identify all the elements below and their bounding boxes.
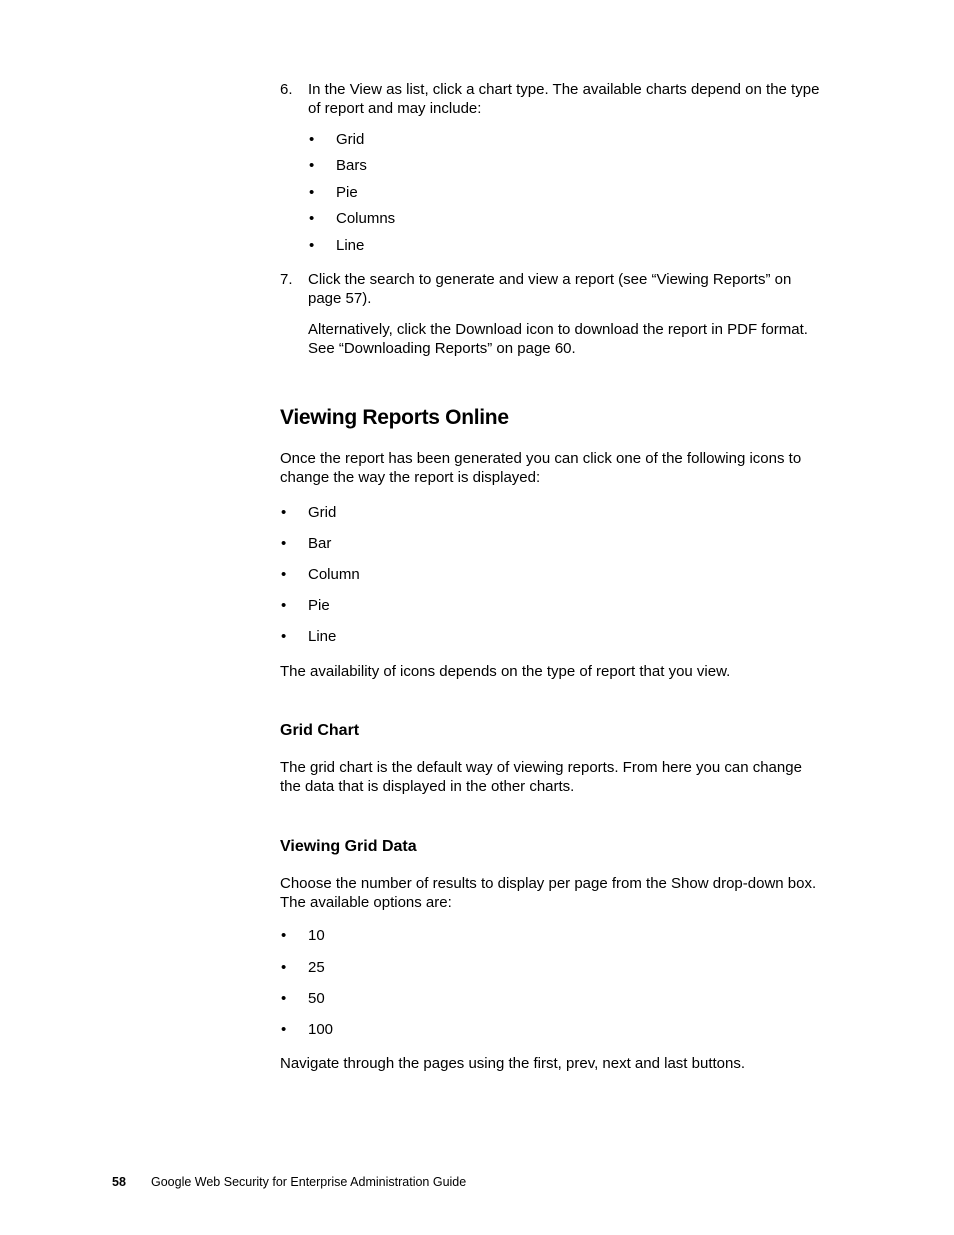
section-heading-viewing-reports-online: Viewing Reports Online (280, 406, 509, 429)
list-item: Bar (308, 535, 332, 552)
bullet-glyph: • (281, 535, 287, 552)
step-7-text-line2: page 57). (308, 290, 372, 307)
step-7-alt-line1: Alternatively, click the Download icon to download the report in PDF format. (308, 321, 808, 338)
list-item: Bars (336, 157, 367, 174)
list-item: Grid (308, 504, 337, 521)
bullet-glyph: • (281, 990, 287, 1007)
list-item: Columns (336, 210, 396, 227)
list-item: Column (308, 566, 360, 583)
subsection-heading-grid-chart: Grid Chart (280, 722, 360, 739)
grid-data-text-line2: The available options are: (280, 894, 452, 911)
list-item: Line (308, 628, 337, 645)
viewing-online-intro-line2: change the way the report is displayed: (280, 469, 541, 486)
footer-page-number: 58 (112, 1175, 126, 1189)
list-item: Line (336, 237, 365, 254)
footer-title: Google Web Security for Enterprise Administration Guide (151, 1175, 467, 1189)
step-6-text-line2: of report and may include: (308, 100, 482, 117)
subsection-heading-viewing-grid-data: Viewing Grid Data (280, 838, 417, 855)
bullet-glyph: • (281, 504, 287, 521)
bullet-glyph: • (281, 628, 287, 645)
bullet-glyph: • (281, 1021, 287, 1038)
viewing-online-note: The availability of icons depends on the type of report that you view. (280, 663, 731, 680)
bullet-glyph: • (309, 184, 315, 201)
bullet-glyph: • (281, 566, 287, 583)
bullet-glyph: • (309, 131, 315, 148)
bullet-glyph: • (281, 597, 287, 614)
grid-data-nav-note: Navigate through the pages using the first, prev, next and last buttons. (280, 1055, 746, 1072)
grid-chart-text-line1: The grid chart is the default way of viewing reports. From here you can change (280, 759, 802, 776)
step-7-alt-line2: See “Downloading Reports” on page 60. (308, 340, 576, 357)
step-7-number: 7. (280, 271, 293, 288)
list-item: Pie (336, 184, 358, 201)
list-item: Pie (308, 597, 330, 614)
list-item: 25 (308, 959, 325, 976)
bullet-glyph: • (309, 157, 315, 174)
list-item: Grid (336, 131, 365, 148)
viewing-online-intro-line1: Once the report has been generated you can click one of the following icons to (280, 450, 802, 467)
grid-chart-text-line2: the data that is displayed in the other charts. (280, 778, 575, 795)
step-7-text-line1: Click the search to generate and view a report (see “Viewing Reports” on (308, 271, 792, 288)
list-item: 10 (308, 927, 325, 944)
bullet-glyph: • (281, 959, 287, 976)
grid-data-text-line1: Choose the number of results to display per page from the Show drop-down box. (280, 875, 817, 892)
list-item: 100 (308, 1021, 334, 1038)
bullet-glyph: • (281, 927, 287, 944)
list-item: 50 (308, 990, 325, 1007)
step-6-number: 6. (280, 81, 293, 98)
bullet-glyph: • (309, 237, 315, 254)
bullet-glyph: • (309, 210, 315, 227)
step-6-text-line1: In the View as list, click a chart type. The available charts depend on the type (308, 81, 820, 98)
